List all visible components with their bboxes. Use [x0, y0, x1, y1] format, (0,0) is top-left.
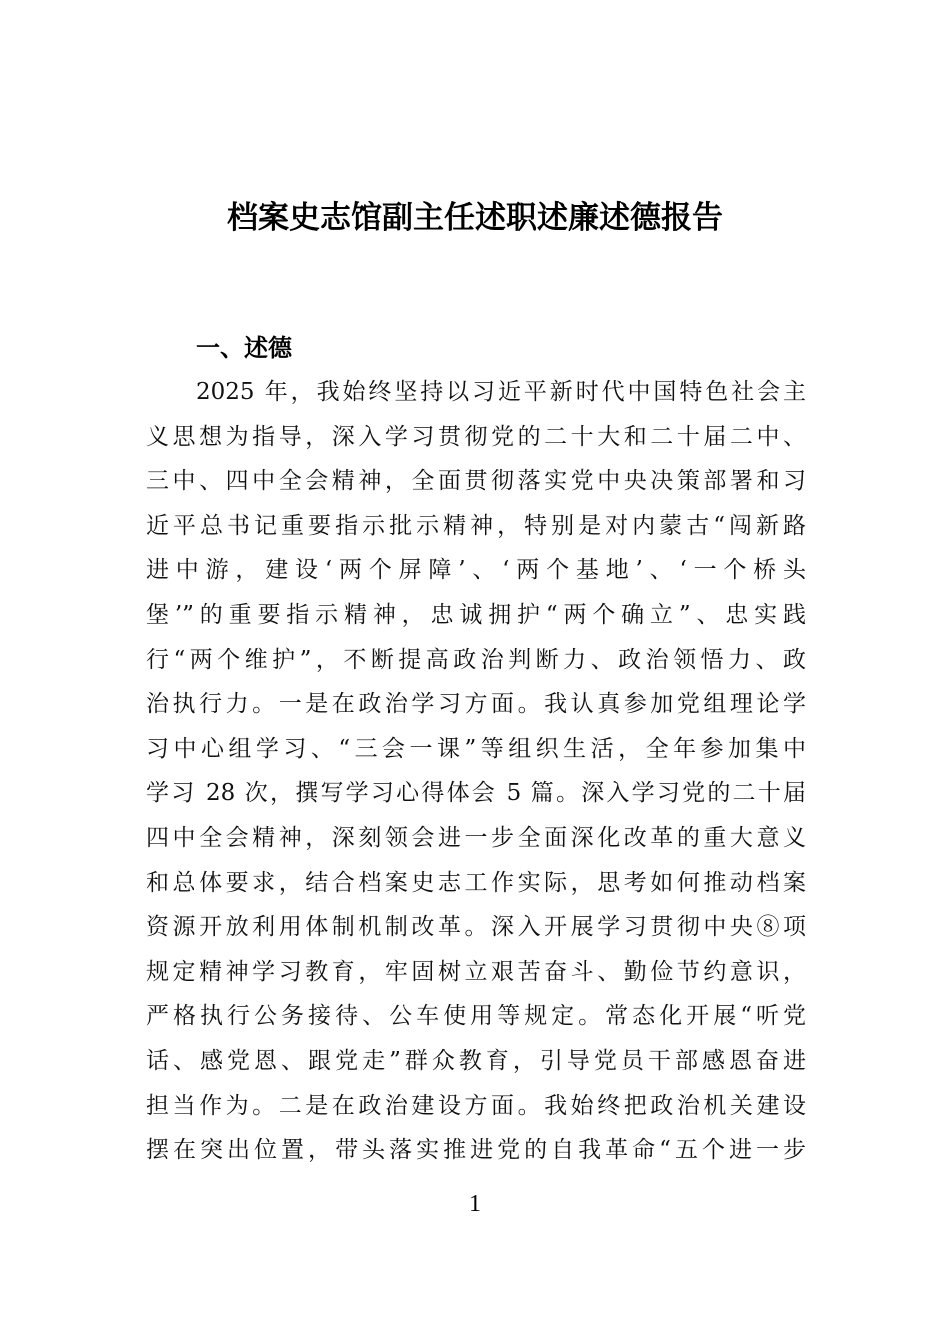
body-line: 近平总书记重要指示批示精神，特别是对内蒙古“闯新路	[146, 512, 806, 539]
body-line: 严格执行公务接待、公车使用等规定。常态化开展“听党	[146, 1003, 806, 1030]
body-line: 四中全会精神，深刻领会进一步全面深化改革的重大意义	[146, 824, 806, 851]
document-title: 档案史志馆副主任述职述廉述德报告	[227, 200, 723, 236]
body-line: 担当作为。二是在政治建设方面。我始终把政治机关建设	[146, 1092, 806, 1119]
page-number: 1	[469, 1191, 481, 1217]
body-line: 习中心组学习、“三会一课”等组织生活，全年参加集中	[146, 735, 806, 762]
body-line: 堡’”的重要指示精神，忠诚拥护“两个确立”、忠实践	[146, 601, 806, 628]
body-line: 行“两个维护”，不断提高政治判断力、政治领悟力、政	[146, 646, 806, 673]
body-line: 治执行力。一是在政治学习方面。我认真参加党组理论学	[146, 691, 806, 718]
body-line: 规定精神学习教育，牢固树立艰苦奋斗、勤俭节约意识，	[146, 958, 806, 985]
body-line: 资源开放利用体制机制改革。深入开展学习贯彻中央⑧项	[146, 914, 806, 941]
body-line: 2025 年，我始终坚持以习近平新时代中国特色社会主	[196, 379, 806, 405]
body-paragraph	[146, 370, 806, 1173]
body-line: 学习 28 次，撰写学习心得体会 5 篇。深入学习党的二十届	[146, 780, 806, 807]
body-line: 义思想为指导，深入学习贯彻党的二十大和二十届二中、	[146, 423, 806, 450]
section-heading: 一、述德	[196, 334, 292, 362]
body-line: 话、感党恩、跟党走”群众教育，引导党员干部感恩奋进	[146, 1047, 806, 1074]
body-line: 进中游，建设‘两个屏障’、‘两个基地’、‘一个桥头	[146, 557, 806, 584]
body-line: 摆在突出位置，带头落实推进党的自我革命“五个进一步	[146, 1137, 806, 1164]
body-line: 和总体要求，结合档案史志工作实际，思考如何推动档案	[146, 869, 806, 896]
body-line: 三中、四中全会精神，全面贯彻落实党中央决策部署和习	[146, 468, 806, 495]
